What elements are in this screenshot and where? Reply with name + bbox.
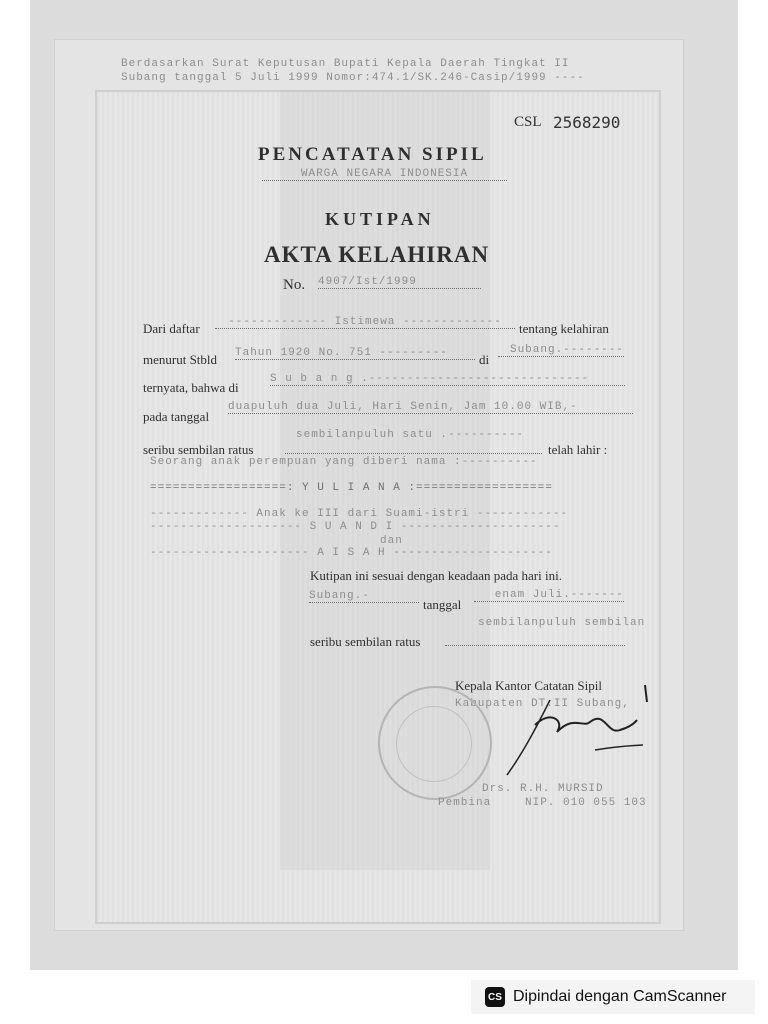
number-label: No.: [283, 277, 306, 293]
kutipan-title: KUTIPAN: [325, 209, 435, 229]
signatory-name: Drs. R.H. MURSID: [482, 783, 604, 795]
closing-dotted-line: [445, 640, 625, 646]
tentang-label: tentang kelahiran: [519, 321, 609, 336]
pada-tanggal-value: duapuluh dua Juli, Hari Senin, Jam 10.00 WIB,-: [228, 401, 633, 414]
issue-place: Subang.-: [309, 590, 419, 603]
signatory-rank: Pembina: [438, 797, 492, 809]
dari-daftar-label: Dari daftar: [143, 321, 200, 336]
pada-tanggal-label: pada tanggal: [143, 409, 210, 424]
citizenship-label: WARGA NEGARA INDONESIA: [262, 168, 507, 181]
di-label: di: [479, 352, 490, 367]
signatory-title: Kepala Kantor Catatan Sipil: [455, 678, 602, 693]
handwritten-signature: [495, 680, 660, 780]
issue-date: enam Juli.-------: [474, 589, 624, 602]
signatory-region: Kabupaten DT.II Subang,: [455, 698, 630, 710]
ternyata-value: S u b a n g .-----------------------------: [270, 373, 625, 386]
camscanner-badge: [471, 980, 755, 1014]
office-stamp-inner: [396, 706, 472, 782]
issue-year-words: sembilanpuluh sembilan: [478, 617, 646, 629]
camscanner-logo-icon: CS: [485, 987, 505, 1007]
menurut-value: Tahun 1920 No. 751 ---------: [235, 347, 475, 360]
telah-lahir-label: telah lahir :: [548, 442, 608, 457]
seribu-label: seribu sembilan ratus: [143, 442, 254, 457]
number-value: 4907/Ist/1999: [318, 276, 481, 289]
serial-prefix: CSL: [514, 114, 542, 130]
tanggal-label: tanggal: [423, 597, 462, 612]
mother-name: --------------------- A I S A H ---------------------: [150, 547, 553, 559]
di-value: Subang.--------: [498, 344, 624, 357]
father-name: -------------------- S U A N D I ---------------------: [150, 521, 561, 533]
dan-label: dan: [380, 535, 403, 547]
dari-daftar-value: ------------- Istimewa -------------: [215, 316, 515, 329]
anak-ke-line: ------------- Anak ke III dari Suami-istri ------------: [150, 508, 569, 520]
camscanner-label: Dipindai dengan CamScanner: [513, 988, 727, 1005]
year-dotted-line: [285, 448, 542, 454]
sesuai-statement: Kutipan ini sesuai dengan keadaan pada hari ini.: [310, 568, 562, 583]
closing-seribu-label: seribu sembilan ratus: [310, 634, 421, 649]
akta-title: AKTA KELAHIRAN: [264, 242, 490, 267]
menurut-label: menurut Stbld: [143, 352, 218, 367]
signatory-nip: NIP. 010 055 103: [525, 797, 647, 809]
header-note-line1: Berdasarkan Surat Keputusan Bupati Kepala Daerah Tingkat II: [121, 58, 570, 70]
ternyata-label: ternyata, bahwa di: [143, 380, 239, 395]
header-note-line2: Subang tanggal 5 Juli 1999 Nomor:474.1/SK.246-Casip/1999 ----: [121, 72, 585, 84]
seorang-line: Seorang anak perempuan yang diberi nama :----------: [150, 456, 538, 468]
year-value: sembilanpuluh satu .----------: [296, 429, 525, 441]
office-title: PENCATATAN SIPIL: [258, 144, 487, 165]
serial-number: 2568290: [553, 113, 621, 132]
child-name: ==================: Y U L I A N A :==================: [150, 482, 553, 494]
